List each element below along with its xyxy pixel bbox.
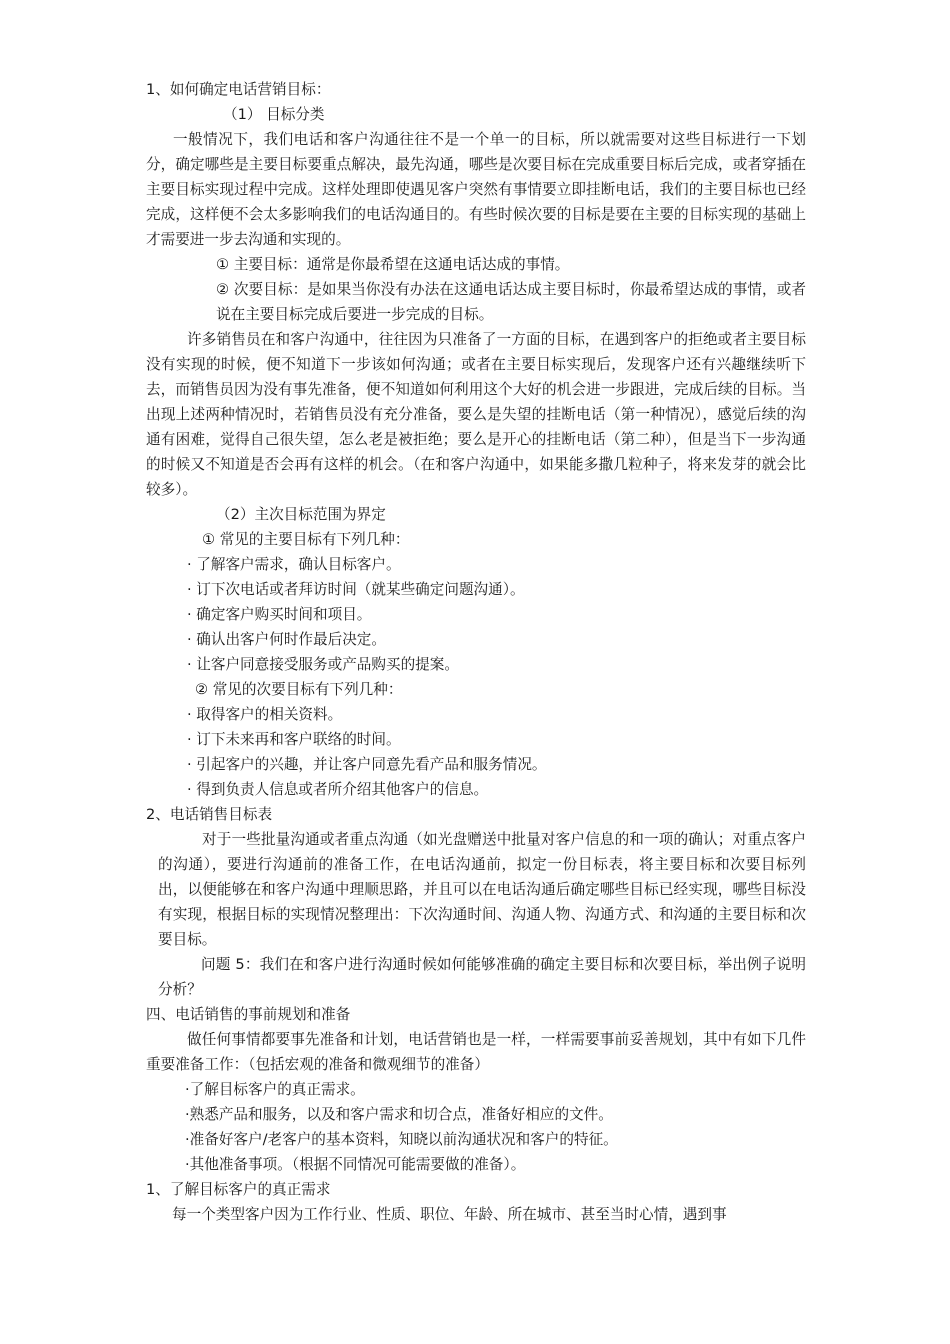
paragraph-text: 许多销售员在和客户沟通中，往往因为只准备了一方面的目标，在遇到客户的拒绝或者主要目标没有实现的时候，便不知道下一步该如何沟通；或者在主要目标实现后，发现客户还有兴趣继续听下去，而销售员因为没有事先准备，便不知道如何利用这个大好的机会进一步跟进，完成后续的目标。当出现上述两种情况时，若销售员没有充分准备，要么是失望的挂断电话（第一种情况），感觉后续的沟通有困难，觉得自己很失望，怎么老是被拒绝；要么是开心的挂断电话（第二种），但是当下一步沟通的时候又不知道是否会再有这样的机会。（在和客户沟通中，如果能多撒几粒种子，将来发芽的就会比较多）。: [146, 331, 806, 498]
list-item: ·准备好客户/老客户的基本资料，知晓以前沟通状况和客户的特征。: [185, 1131, 618, 1148]
primary-target-definition: ① 主要目标：通常是你最希望在这通电话达成的事情。: [216, 256, 570, 273]
paragraph-text: 做任何事情都要事先准备和计划，电话营销也是一样，一样需要事前妥善规划，其中有如下几件重要准备工作：（包括宏观的准备和微观细节的准备）: [146, 1031, 806, 1073]
list-item: · 确认出客户何时作最后决定。: [187, 631, 386, 648]
list-item: ·其他准备事项。（根据不同情况可能需要做的准备）。: [185, 1156, 526, 1173]
list-item: · 订下未来再和客户联络的时间。: [187, 731, 401, 748]
subheading-target-classification: （1） 目标分类: [223, 106, 325, 123]
paragraph-customer-needs: 每一个类型客户因为工作行业、性质、职位、年龄、所在城市、甚至当时心情，遇到事: [172, 1206, 727, 1223]
paragraph-text: 一般情况下，我们电话和客户沟通往往不是一个单一的目标，所以就需要对这些目标进行一下划分，确定哪些是主要目标要重点解决，最先沟通，哪些是次要目标在完成重要目标后完成，或者穿插在主要目标实现过程中完成。这样处理即使遇见客户突然有事情要立即挂断电话，我们的主要目标也已经完成，这样便不会太多影响我们的电话沟通目的。有些时候次要的目标是要在主要的目标实现的基础上才需要进一步去沟通和实现的。: [146, 131, 806, 248]
paragraph-sales-problems: [146, 327, 806, 502]
list-item: · 让客户同意接受服务或产品购买的提案。: [187, 656, 459, 673]
heading-4: 四、电话销售的事前规划和准备: [146, 1006, 351, 1023]
heading-1: 1、如何确定电话营销目标：: [146, 81, 331, 98]
secondary-list-title: ② 常见的次要目标有下列几种：: [195, 681, 403, 698]
paragraph-preparation: [146, 1027, 806, 1077]
list-item: ·了解目标客户的真正需求。: [185, 1081, 365, 1098]
paragraph-text: 对于一些批量沟通或者重点沟通（如光盘赠送中批量对客户信息的和一项的确认；对重点客户的沟通），要进行沟通前的准备工作，在电话沟通前，拟定一份目标表，将主要目标和次要目标列出，以便能够在和客户沟通中理顺思路，并且可以在电话沟通后确定哪些目标已经实现，哪些目标没有实现，根据目标的实现情况整理出：下次沟通时间、沟通人物、沟通方式、和沟通的主要目标和次要目标。: [158, 831, 806, 948]
heading-4-1: 1、了解目标客户的真正需求: [146, 1181, 331, 1198]
list-item: ·熟悉产品和服务，以及和客户需求和切合点，准备好相应的文件。: [185, 1106, 613, 1123]
primary-list-title: ① 常见的主要目标有下列几种：: [202, 531, 410, 548]
paragraph-target-intro: [146, 127, 806, 252]
list-item: · 了解客户需求，确认目标客户。: [187, 556, 401, 573]
question-5: [158, 952, 806, 1002]
secondary-target-definition: [216, 277, 806, 327]
subheading-scope: （2）主次目标范围为界定: [216, 506, 386, 523]
secondary-definition-text: ② 次要目标：是如果当你没有办法在这通电话达成主要目标时，你最希望达成的事情，或者说在主要目标完成后要进一步完成的目标。: [216, 281, 806, 323]
paragraph-target-table: [158, 827, 806, 952]
list-item: · 确定客户购买时间和项目。: [187, 606, 372, 623]
list-item: · 订下次电话或者拜访时间（就某些确定问题沟通）。: [187, 581, 525, 598]
list-item: · 取得客户的相关资料。: [187, 706, 343, 723]
heading-2: 2、电话销售目标表: [146, 806, 273, 823]
list-item: · 引起客户的兴趣，并让客户同意先看产品和服务情况。: [187, 756, 547, 773]
question-text: 问题 5：我们在和客户进行沟通时候如何能够准确的确定主要目标和次要目标，举出例子说明分析？: [158, 956, 806, 998]
list-item: · 得到负责人信息或者所介绍其他客户的信息。: [187, 781, 489, 798]
